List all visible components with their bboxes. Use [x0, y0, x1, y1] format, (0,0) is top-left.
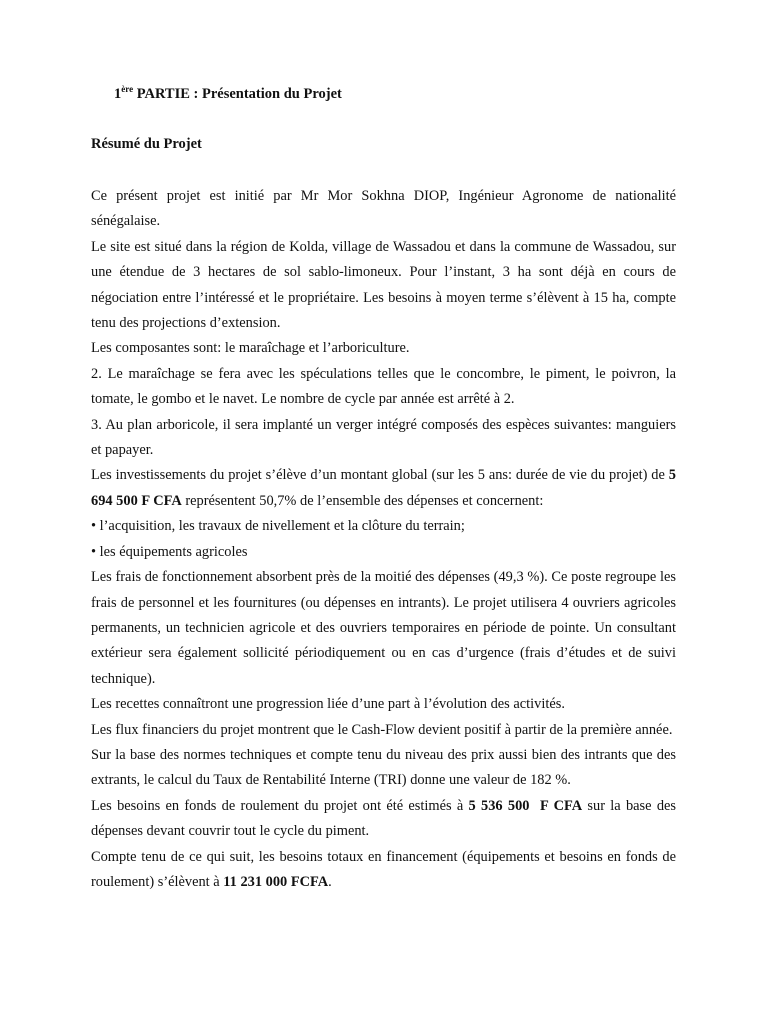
working-capital-text-after: sur la base des dépenses devant couvrir tout le cycle du piment. [91, 797, 676, 840]
paragraph-operating-costs: Les frais de fonctionnement absorbent près de la moitié des dépenses (49,3 %). Ce poste regroupe les frais de personnel et les fournitures (ou dépenses en intrants). Le projet utilisera 4 ouvriers agricoles permanents, un technicien agricole et des ouvriers temporaires en période de pointe. Un consultant extérieur sera également sollicité périodiquement ou en cas d’urgence (frais d’études et de suivi technique). [91, 569, 676, 687]
paragraph-total-financing [91, 845, 676, 896]
section-title: Résumé du Projet [91, 136, 202, 152]
paragraph-investments [91, 463, 676, 514]
part-title-text: PARTIE : Présentation du Projet [133, 86, 342, 102]
part-number: 1 [114, 86, 122, 102]
paragraph-cash-flow: Les flux financiers du projet montrent que le Cash-Flow devient positif à partir de la première année. [91, 721, 673, 738]
paragraph-initiator: Ce présent projet est initié par Mr Mor Sokhna DIOP, Ingénieur Agronome de nationalité sénégalaise. [91, 188, 676, 230]
part-title [114, 84, 342, 104]
paragraph-site: Le site est situé dans la région de Kolda, village de Wassadou et dans la commune de Wassadou, sur une étendue de 3 hectares de sol sablo-limoneux. Pour l’instant, 3 ha sont déjà en cours de négociation entre l’intéressé et le propriétaire. Les besoins à moyen terme s’élèvent à 15 ha, compte tenu des projections d’extension. [91, 238, 676, 332]
paragraph-components: Les composantes sont: le maraîchage et l’arboriculture. [91, 340, 410, 357]
paragraph-working-capital [91, 794, 676, 845]
total-financing-text-after: . [328, 873, 332, 890]
investments-amount: 5 694 500 F CFA [91, 467, 676, 509]
investments-text-after: représentent 50,7% de l’ensemble des dépenses et concernent: [181, 492, 544, 509]
bullet-acquisition: • l’acquisition, les travaux de nivellement et la clôture du terrain; [91, 518, 465, 535]
document-body [91, 184, 676, 895]
paragraph-market-gardening: 2. Le maraîchage se fera avec les spéculations telles que le concombre, le piment, le poivron, la tomate, le gombo et le navet. Le nombre de cycle par année est arrêté à 2. [91, 365, 676, 408]
working-capital-text-before: Les besoins en fonds de roulement du projet ont été estimés à [91, 797, 469, 814]
total-financing-text-before: Compte tenu de ce qui suit, les besoins totaux en financement (équipements et besoins en fonds de roulement) s’élèvent à [91, 848, 676, 890]
paragraph-revenues: Les recettes connaîtront une progression liée d’une part à l’évolution des activités. [91, 696, 565, 713]
working-capital-amount: 5 536 500 F CFA [468, 797, 583, 814]
paragraph-arboriculture: 3. Au plan arboricole, il sera implanté un verger intégré composés des espèces suivantes: manguiers et papayer. [91, 416, 676, 459]
paragraph-tri: Sur la base des normes techniques et compte tenu du niveau des prix aussi bien des intrants que des extrants, le calcul du Taux de Rentabilité Interne (TRI) donne une valeur de 182 %. [91, 746, 676, 789]
total-financing-amount: 11 231 000 FCFA [223, 873, 329, 890]
investments-text-before: Les investissements du projet s’élève d’un montant global (sur les 5 ans: durée de vie du projet) de [91, 467, 669, 484]
bullet-equipment: • les équipements agricoles [91, 543, 248, 560]
part-ordinal: ère [121, 84, 134, 94]
